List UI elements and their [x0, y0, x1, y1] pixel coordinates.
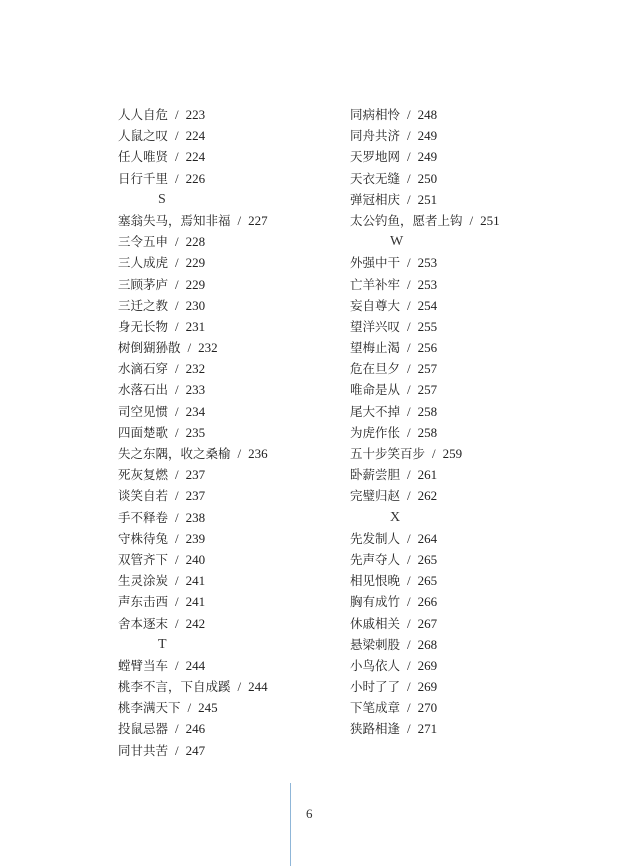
idiom-text: 水落石出 [118, 382, 169, 398]
page-separator: / [407, 340, 411, 356]
index-entry [118, 718, 268, 739]
page-reference: 244 [185, 657, 206, 673]
page-separator: / [175, 276, 179, 292]
page-reference: 266 [417, 594, 438, 610]
idiom-text: 望梅止渴 [350, 340, 401, 356]
page-separator: / [407, 361, 411, 377]
page-separator: / [237, 446, 242, 461]
page-separator: / [469, 212, 474, 228]
index-entry [118, 443, 268, 464]
letter-heading: W [390, 234, 404, 250]
index-entry [350, 718, 500, 739]
page-reference: 224 [185, 128, 206, 144]
index-entry [118, 422, 268, 443]
page-separator: / [175, 318, 179, 334]
page-reference: 241 [185, 573, 206, 589]
idiom-text: 唯命是从 [350, 382, 401, 398]
index-entry [118, 613, 268, 634]
index-entry [350, 549, 500, 570]
page-separator: / [407, 488, 411, 504]
page-reference: 265 [417, 551, 438, 567]
index-entry [118, 210, 268, 231]
idiom-text: 五十步笑百步 [350, 446, 426, 461]
idiom-text: 妄自尊大 [350, 297, 401, 313]
index-entry [118, 570, 268, 591]
page-reference: 227 [248, 212, 268, 228]
page-reference: 257 [417, 382, 438, 398]
letter-heading: T [158, 636, 167, 652]
page-reference: 246 [185, 721, 206, 737]
idiom-text: 投鼠忌器 [118, 721, 169, 737]
idiom-text: 任人唯贤 [118, 149, 169, 165]
idiom-text: 狭路相逢 [350, 721, 401, 737]
page-separator: / [407, 636, 411, 652]
idiom-text: 天衣无缝 [350, 170, 401, 186]
page-reference: 241 [185, 594, 206, 610]
index-entry [118, 125, 268, 146]
footer-rule [290, 783, 291, 866]
idiom-text: 塞翁失马，焉知非福 [118, 212, 231, 228]
page-reference: 226 [185, 170, 206, 186]
idiom-text: 双管齐下 [118, 551, 169, 567]
index-entry [350, 316, 500, 337]
idiom-text: 四面楚歌 [118, 424, 169, 440]
page-reference: 258 [417, 424, 438, 440]
index-entry [118, 316, 268, 337]
index-entry [118, 528, 268, 549]
idiom-text: 同甘共苦 [118, 742, 169, 758]
page-separator: / [175, 361, 179, 377]
idiom-text: 司空见惯 [118, 403, 169, 419]
index-entry [350, 401, 500, 422]
index-entry [118, 507, 268, 528]
page-reference: 257 [417, 361, 438, 377]
page-separator: / [432, 446, 436, 461]
index-entry [350, 676, 500, 697]
index-entry [118, 231, 268, 252]
idiom-text: 水滴石穿 [118, 361, 169, 377]
page-separator: / [407, 657, 411, 673]
page-separator: / [175, 297, 179, 313]
index-entry [350, 104, 500, 125]
idiom-text: 守株待兔 [118, 530, 169, 546]
idiom-text: 失之东隅，收之桑榆 [118, 446, 231, 461]
page-number: 6 [306, 806, 313, 821]
index-entry [350, 697, 500, 718]
page-separator: / [407, 128, 411, 144]
page-separator: / [175, 551, 179, 567]
idiom-text: 外强中干 [350, 255, 401, 271]
index-entry [118, 485, 268, 506]
index-entry [118, 252, 268, 273]
idiom-text: 同病相怜 [350, 107, 401, 122]
idiom-text: 天罗地网 [350, 149, 401, 165]
idiom-text: 下笔成章 [350, 700, 401, 716]
page-reference: 244 [248, 679, 268, 695]
index-entry [350, 570, 500, 591]
page-separator: / [407, 297, 411, 313]
page-separator: / [407, 107, 411, 122]
idiom-text: 日行千里 [118, 170, 169, 186]
page-separator: / [407, 403, 411, 419]
page-separator: / [175, 742, 179, 758]
index-entry [350, 443, 500, 464]
page-reference: 250 [417, 170, 438, 186]
page-reference: 229 [185, 255, 206, 271]
page-reference: 265 [417, 573, 438, 589]
page-reference: 237 [185, 467, 206, 483]
idiom-text: 三迁之教 [118, 297, 169, 313]
page-separator: / [407, 276, 411, 292]
page-separator: / [175, 573, 179, 589]
page-reference: 261 [417, 467, 438, 483]
page-separator: / [187, 340, 192, 356]
letter-heading: S [158, 191, 166, 207]
index-entry [350, 146, 500, 167]
page-separator: / [175, 170, 179, 186]
idiom-text: 谈笑自若 [118, 488, 169, 504]
idiom-text: 小鸟依人 [350, 657, 401, 673]
idiom-text: 人鼠之叹 [118, 128, 169, 144]
page-separator: / [175, 107, 179, 122]
page-separator: / [175, 488, 179, 504]
index-entry [118, 146, 268, 167]
page-separator: / [407, 170, 411, 186]
index-entry [350, 295, 500, 316]
page-separator: / [407, 679, 411, 695]
page-separator: / [237, 679, 242, 695]
page-reference: 269 [417, 657, 438, 673]
page-separator: / [407, 318, 411, 334]
idiom-text: 桃李不言，下自成蹊 [118, 679, 231, 695]
index-entry [118, 295, 268, 316]
index-entry [350, 464, 500, 485]
idiom-text: 三人成虎 [118, 255, 169, 271]
idiom-text: 同舟共济 [350, 128, 401, 144]
page-reference: 239 [185, 530, 206, 546]
index-entry [118, 358, 268, 379]
idiom-text: 危在旦夕 [350, 361, 401, 377]
index-entry [350, 274, 500, 295]
idiom-text: 三令五申 [118, 234, 169, 250]
index-entry [350, 613, 500, 634]
index-entry [118, 379, 268, 400]
page-reference: 233 [185, 382, 206, 398]
page-reference: 228 [185, 234, 206, 250]
page-reference: 245 [198, 700, 218, 716]
page-reference: 238 [185, 509, 206, 525]
idiom-text: 声东击西 [118, 594, 169, 610]
page-separator: / [407, 700, 411, 716]
page-separator: / [407, 382, 411, 398]
index-entry [118, 401, 268, 422]
idiom-text: 先声夺人 [350, 551, 401, 567]
page-separator: / [175, 234, 179, 250]
idiom-text: 螳臂当车 [118, 657, 169, 673]
idiom-text: 手不释卷 [118, 509, 169, 525]
page-reference: 240 [185, 551, 206, 567]
page-reference: 258 [417, 403, 438, 419]
page-reference: 249 [417, 149, 438, 165]
page-reference: 224 [185, 149, 206, 165]
index-entry [350, 252, 500, 273]
page-separator: / [175, 467, 179, 483]
page-separator: / [175, 255, 179, 271]
page-reference: 232 [198, 340, 218, 356]
page-reference: 237 [185, 488, 206, 504]
page-reference: 256 [417, 340, 438, 356]
page-separator: / [175, 424, 179, 440]
idiom-text: 生灵涂炭 [118, 573, 169, 589]
page-reference: 248 [417, 107, 438, 122]
page-reference: 232 [185, 361, 206, 377]
index-entry [350, 379, 500, 400]
idiom-text: 完璧归赵 [350, 488, 401, 504]
page-separator: / [407, 149, 411, 165]
index-entry [350, 337, 500, 358]
page-reference: 230 [185, 297, 206, 313]
page-reference: 251 [480, 212, 500, 228]
index-entry [118, 591, 268, 612]
idiom-text: 休戚相关 [350, 615, 401, 631]
index-entry [118, 697, 268, 718]
page-separator: / [187, 700, 192, 716]
page-reference: 262 [417, 488, 438, 504]
index-entry [350, 634, 500, 655]
page-reference: 231 [185, 318, 206, 334]
page-separator: / [407, 191, 411, 207]
page-reference: 253 [417, 276, 438, 292]
page-reference: 234 [185, 403, 206, 419]
page-reference: 253 [417, 255, 438, 271]
index-entry [350, 591, 500, 612]
index-column-right [350, 104, 500, 740]
index-entry [118, 104, 268, 125]
page-reference: 255 [417, 318, 438, 334]
idiom-text: 小时了了 [350, 679, 401, 695]
page-separator: / [175, 657, 179, 673]
page-separator: / [407, 255, 411, 271]
page-reference: 264 [417, 530, 438, 546]
index-entry [350, 528, 500, 549]
letter-heading: X [390, 509, 401, 525]
page-separator: / [175, 530, 179, 546]
index-entry [350, 655, 500, 676]
index-entry [350, 422, 500, 443]
idiom-text: 尾大不掉 [350, 403, 401, 419]
page-reference: 251 [417, 191, 438, 207]
page-reference: 268 [417, 636, 438, 652]
page-reference: 235 [185, 424, 206, 440]
page-separator: / [237, 212, 242, 228]
index-entry [350, 358, 500, 379]
page-separator: / [175, 721, 179, 737]
idiom-text: 亡羊补牢 [350, 276, 401, 292]
idiom-text: 人人自危 [118, 107, 169, 122]
index-entry [118, 676, 268, 697]
page-reference: 259 [442, 446, 463, 461]
page-reference: 236 [248, 446, 268, 461]
index-entry [350, 189, 500, 210]
idiom-text: 死灰复燃 [118, 467, 169, 483]
page-separator: / [175, 594, 179, 610]
idiom-text: 三顾茅庐 [118, 276, 169, 292]
page-separator: / [175, 382, 179, 398]
page-reference: 247 [185, 742, 206, 758]
page-separator: / [175, 128, 179, 144]
index-entry [350, 210, 500, 231]
idiom-text: 舍本逐末 [118, 615, 169, 631]
page-reference: 229 [185, 276, 206, 292]
index-entry [350, 168, 500, 189]
page-separator: / [407, 551, 411, 567]
page-separator: / [175, 615, 179, 631]
page-reference: 242 [185, 615, 206, 631]
index-entry [350, 125, 500, 146]
index-entry [118, 168, 268, 189]
page-separator: / [407, 424, 411, 440]
index-entry [118, 337, 268, 358]
page-reference: 267 [417, 615, 438, 631]
page-reference: 249 [417, 128, 438, 144]
page-separator: / [175, 403, 179, 419]
page-separator: / [175, 509, 179, 525]
page-separator: / [175, 149, 179, 165]
idiom-text: 树倒猢狲散 [118, 340, 181, 356]
page-reference: 271 [417, 721, 438, 737]
idiom-text: 悬梁刺股 [350, 636, 401, 652]
index-entry [350, 485, 500, 506]
page-reference: 270 [417, 700, 438, 716]
page-reference: 269 [417, 679, 438, 695]
idiom-text: 身无长物 [118, 318, 169, 334]
index-entry [118, 274, 268, 295]
index-entry [118, 464, 268, 485]
index-entry [118, 549, 268, 570]
index-entry [118, 740, 268, 761]
page-separator: / [407, 594, 411, 610]
index-column-left [118, 104, 268, 761]
page-separator: / [407, 615, 411, 631]
page-separator: / [407, 721, 411, 737]
idiom-text: 相见恨晚 [350, 573, 401, 589]
idiom-text: 先发制人 [350, 530, 401, 546]
page-separator: / [407, 573, 411, 589]
idiom-text: 桃李满天下 [118, 700, 181, 716]
idiom-text: 望洋兴叹 [350, 318, 401, 334]
idiom-text: 卧薪尝胆 [350, 467, 401, 483]
index-entry [118, 655, 268, 676]
page-separator: / [407, 530, 411, 546]
idiom-text: 胸有成竹 [350, 594, 401, 610]
idiom-text: 弹冠相庆 [350, 191, 401, 207]
page-separator: / [407, 467, 411, 483]
page-reference: 223 [185, 107, 206, 122]
idiom-text: 太公钓鱼，愿者上钩 [350, 212, 463, 228]
page-reference: 254 [417, 297, 438, 313]
idiom-text: 为虎作伥 [350, 424, 401, 440]
